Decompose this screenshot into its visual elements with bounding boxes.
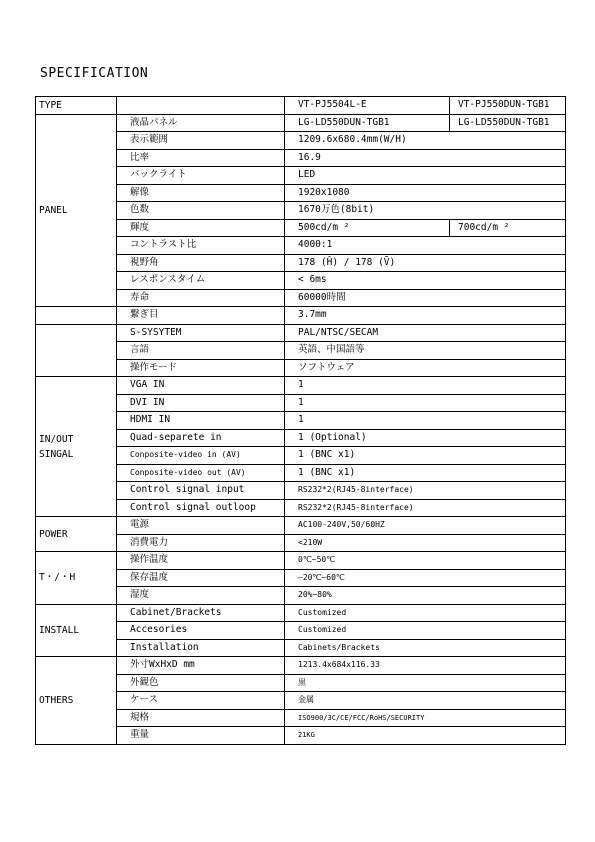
row-value: 4000:1 — [285, 237, 566, 255]
row-label: DVI IN — [117, 394, 285, 412]
table-row — [36, 307, 566, 325]
row-label: 重量 — [117, 727, 285, 745]
table-header-row — [36, 97, 566, 115]
row-label: HDMI IN — [117, 412, 285, 430]
row-label: 外寸WxHxD mm — [117, 657, 285, 675]
row-value: 1209.6x680.4mm(W/H) — [285, 132, 566, 150]
row-label: 操作温度 — [117, 552, 285, 570]
row-value: 1 — [285, 377, 566, 395]
row-value: 1670万色(8bit) — [285, 202, 566, 220]
row-value: < 6ms — [285, 272, 566, 290]
group-temp: T・/・H — [36, 552, 117, 605]
row-value: 3.7mm — [285, 307, 566, 325]
row-value: <210W — [285, 534, 566, 552]
row-value: Customized — [285, 604, 566, 622]
row-label: バックライト — [117, 167, 285, 185]
row-label: レスポンスタイム — [117, 272, 285, 290]
row-label: 視野角 — [117, 254, 285, 272]
row-value: 21KG — [285, 727, 566, 745]
table-row — [36, 552, 566, 570]
row-value: 16.9 — [285, 149, 566, 167]
row-label: 液晶パネル — [117, 114, 285, 132]
group-io-line1: IN/OUT — [39, 433, 74, 445]
row-label: 寿命 — [117, 289, 285, 307]
row-label: コントラスト比 — [117, 237, 285, 255]
row-label: 操作モード — [117, 359, 285, 377]
row-value: 178 (Ĥ) / 178 (Ṽ) — [285, 254, 566, 272]
row-value: Customized — [285, 622, 566, 640]
row-label: 消費電力 — [117, 534, 285, 552]
row-label: 外観色 — [117, 674, 285, 692]
row-label: 規格 — [117, 709, 285, 727]
row-label: 輝度 — [117, 219, 285, 237]
row-label: 色数 — [117, 202, 285, 220]
row-label: 表示範囲 — [117, 132, 285, 150]
group-io — [36, 377, 117, 517]
table-row — [36, 377, 566, 395]
group-empty — [36, 324, 117, 377]
row-label: Cabinet/Brackets — [117, 604, 285, 622]
row-value: 60000時間 — [285, 289, 566, 307]
row-label: S-SYSYTEM — [117, 324, 285, 342]
row-value: 1 (Optional) — [285, 429, 566, 447]
row-label: 比率 — [117, 149, 285, 167]
row-value: 1 — [285, 412, 566, 430]
type-header: TYPE — [36, 97, 117, 115]
row-value: Cabinets/Brackets — [285, 639, 566, 657]
table-row — [36, 324, 566, 342]
model-a-header: VT-PJ5504L-E — [285, 97, 450, 115]
row-value: AC100-240V,50/60HZ — [285, 517, 566, 535]
spec-table — [35, 96, 566, 745]
row-label: Conposite-video out (AV) — [117, 464, 285, 482]
row-value: 20%~80% — [285, 587, 566, 605]
row-value-b: LG-LD550DUN-TGB1 — [450, 114, 566, 132]
row-label: 電源 — [117, 517, 285, 535]
row-value: 英語、中国語等 — [285, 342, 566, 360]
row-value: 1213.4x684x116.33 — [285, 657, 566, 675]
row-value: 0℃~50℃ — [285, 552, 566, 570]
row-label: Accesories — [117, 622, 285, 640]
group-others: OTHERS — [36, 657, 117, 745]
row-label: 解像 — [117, 184, 285, 202]
group-io-line2: SINGAL — [39, 448, 74, 460]
group-panel: PANEL — [36, 114, 117, 307]
row-value: PAL/NTSC/SECAM — [285, 324, 566, 342]
row-label: 保存温度 — [117, 569, 285, 587]
row-label: VGA IN — [117, 377, 285, 395]
table-row — [36, 657, 566, 675]
row-label: Control signal outloop — [117, 499, 285, 517]
row-label: 湿度 — [117, 587, 285, 605]
row-value: ISO900/3C/CE/FCC/RoHS/SECURITY — [285, 709, 566, 727]
row-value: 1 — [285, 394, 566, 412]
row-value: RS232*2(RJ45-8interface) — [285, 482, 566, 500]
row-value-a: LG-LD550DUN-TGB1 — [285, 114, 450, 132]
row-value: LED — [285, 167, 566, 185]
row-value: ソフトウェア — [285, 359, 566, 377]
row-label: Installation — [117, 639, 285, 657]
row-value: —20℃~60℃ — [285, 569, 566, 587]
model-b-header: VT-PJ550DUN-TGB1 — [450, 97, 566, 115]
table-row — [36, 604, 566, 622]
row-label: 言語 — [117, 342, 285, 360]
row-label: Conposite-video in (AV) — [117, 447, 285, 465]
row-value: 1920x1080 — [285, 184, 566, 202]
row-label: 繋ぎ目 — [117, 307, 285, 325]
row-value: 金属 — [285, 692, 566, 710]
row-value-b: 700cd/m ² — [450, 219, 566, 237]
row-value: 1 (BNC x1) — [285, 447, 566, 465]
page-title: SPECIFICATION — [40, 66, 149, 81]
row-label: ケース — [117, 692, 285, 710]
row-label: Control signal input — [117, 482, 285, 500]
row-value: 黒 — [285, 674, 566, 692]
group-install: INSTALL — [36, 604, 117, 657]
group-power: POWER — [36, 517, 117, 552]
empty-header-cell — [117, 97, 285, 115]
table-row — [36, 114, 566, 132]
group-empty — [36, 307, 117, 325]
row-label: Quad-separete in — [117, 429, 285, 447]
row-value: RS232*2(RJ45-8interface) — [285, 499, 566, 517]
table-row — [36, 517, 566, 535]
row-value: 1 (BNC x1) — [285, 464, 566, 482]
row-value-a: 500cd/m ² — [285, 219, 450, 237]
